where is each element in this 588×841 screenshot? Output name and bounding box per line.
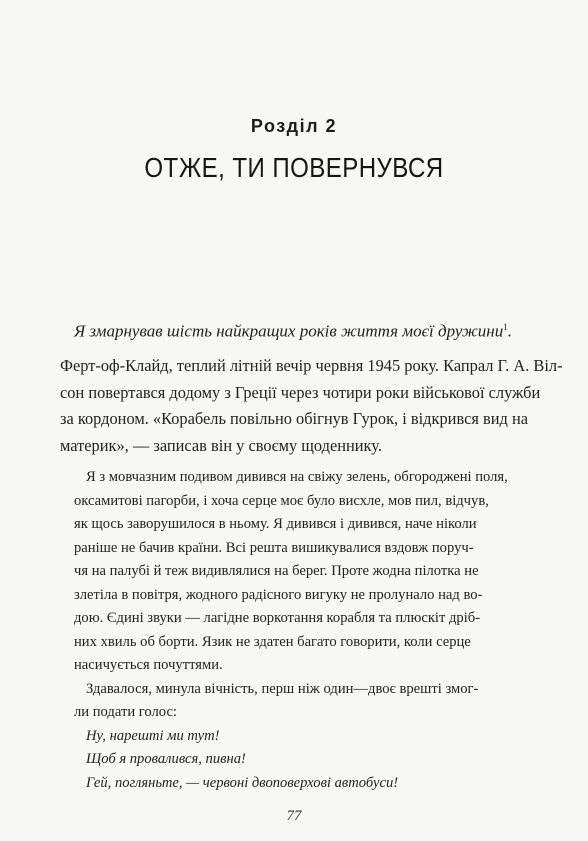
quote-line: як щось заворушилося в ньому. Я дивився і дивився, наче ніколи [74,516,477,532]
intro-line: сон повертався додому з Греції через чотири роки військової служби [60,382,541,402]
epigraph-text: Я змарнував шість найкращих років життя моєї дружини [74,321,504,341]
footnote-ref[interactable]: 1 [503,322,508,332]
intro-line: материк», — записав він у своєму щоденнику. [60,435,382,455]
quote-italic-line: Щоб я провалився, пивна! [86,751,246,767]
intro-line: за кордоном. «Корабель повільно обігнув Гурок, і відкрився вид на [60,409,528,428]
quote-line: оксамитові пагорби, і хоча серце моє було висхле, мов пил, відчув, [74,492,489,509]
block-quote [74,466,514,795]
quote-line: раніше не бачив країни. Всі решта вишикувалися вздовж поруч- [74,539,474,556]
chapter-title: ОТЖЕ, ТИ ПОВЕРНУВСЯ [144,152,444,183]
epigraph: Я змарнував шість найкращих років життя моєї дружини$^1$. [74,321,512,341]
page-number: 77 [286,808,302,824]
quote-line: насичується почуттями. [74,657,223,673]
quote-line: чя на палубі й теж видивлялися на берег. Проте жодна пілотка не [74,563,479,579]
quote-continuation-line: ли подати голос: [74,704,177,720]
quote-line: дою. Єдині звуки — лагідне воркотання корабля та плюскіт дріб- [74,610,481,626]
quote-italic-line: Гей, погляньте, — червоні двоповерхові автобуси! [86,774,399,791]
intro-line: Ферт-оф-Клайд, теплий літній вечір червня 1945 року. Капрал Г. А. Віл- [60,356,563,375]
chapter-label: Розділ 2 [250,116,338,136]
quote-italic-line: Ну, нарешті ми тут! [86,727,220,744]
quote-line: них хвиль об борти. Язик не здатен багато говорити, коли серце [74,633,471,650]
quote-line: Я з мовчазним подивом дивився на свіжу зелень, обгороджені поля, [86,469,508,485]
quote-continuation-line: Здавалося, минула вічність, перш ніж один—двоє врешті змог- [86,680,479,697]
intro-paragraph [60,353,563,459]
quote-line: злетіла в повітря, жодного радісного вигуку не пролунало над во- [74,586,483,603]
